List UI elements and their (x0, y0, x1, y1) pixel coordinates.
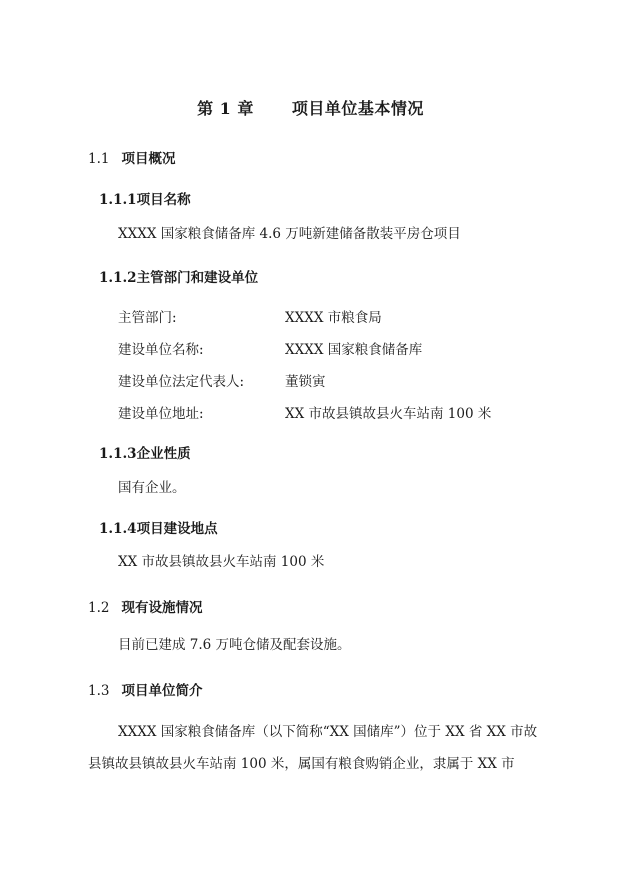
kv-label: 建设单位名称: (118, 342, 204, 358)
section-title: 现有设施情况 (121, 600, 203, 616)
section-1-1-4-heading: 1.1.4项目建设地点 (99, 521, 218, 537)
section-title: 项目单位简介 (121, 683, 203, 699)
section-1-1-2-heading: 1.1.2主管部门和建设单位 (99, 270, 259, 286)
existing-facilities-text: 目前已建成 7.6 万吨仓储及配套设施。 (118, 637, 351, 653)
kv-label: 主管部门: (118, 310, 177, 326)
kv-value: 董锁寅 (285, 374, 326, 390)
project-name-text: XXXX 国家粮食储备库 4.6 万吨新建储备散装平房仓项目 (118, 226, 461, 242)
section-1-1-3-heading: 1.1.3企业性质 (99, 446, 191, 462)
chapter-name: 项目单位基本情况 (291, 99, 424, 118)
section-1-3-heading (88, 679, 202, 699)
section-number: 1.1 (88, 151, 110, 167)
section-1-1-1-heading: 1.1.1项目名称 (99, 192, 191, 208)
kv-value: XXXX 市粮食局 (285, 310, 382, 326)
enterprise-type-text: 国有企业。 (118, 480, 186, 496)
kv-label: 建设单位地址: (118, 406, 204, 422)
section-title: 项目概况 (121, 151, 176, 167)
intro-paragraph-line-1: XXXX 国家粮食储备库（以下简称“XX 国储库”）位于 XX 省 XX 市故 (118, 724, 538, 740)
section-number: 1.2 (88, 600, 110, 616)
section-1-2-heading (88, 596, 202, 616)
section-number: 1.3 (88, 683, 110, 699)
chapter-title (0, 96, 621, 119)
chapter-number: 第 1 章 (197, 99, 254, 118)
section-1-1-heading (88, 147, 175, 167)
intro-paragraph-line-2: 县镇故县镇故县火车站南 100 米，属国有粮食购销企业，隶属于 XX 市 (88, 756, 515, 772)
project-location-text: XX 市故县镇故县火车站南 100 米 (118, 554, 325, 570)
kv-label: 建设单位法定代表人: (118, 374, 245, 390)
kv-value: XXXX 国家粮食储备库 (285, 342, 423, 358)
kv-value: XX 市故县镇故县火车站南 100 米 (285, 406, 492, 422)
